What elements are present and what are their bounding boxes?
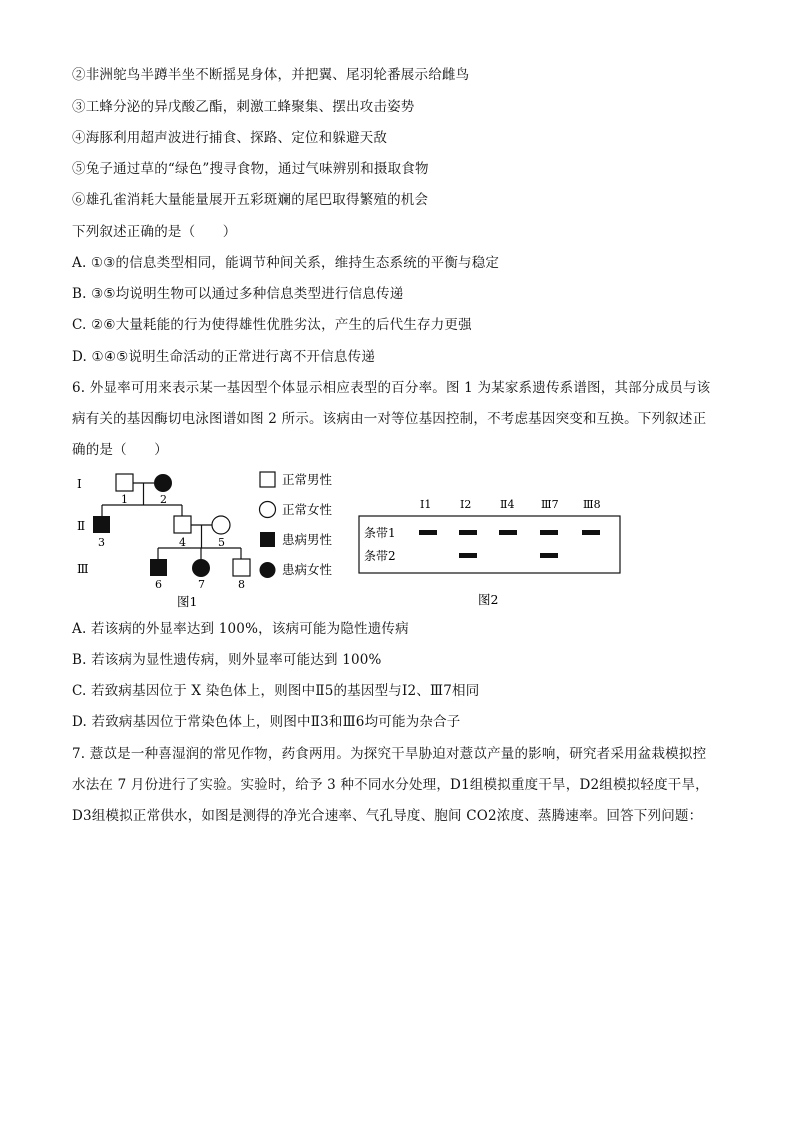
individual-I1 [116,474,133,491]
gel-figure [356,494,631,609]
num-3: 3 [98,536,105,549]
gel-lane-label-1: Ⅰ2 [460,498,472,511]
q7-line1: 7. 薏苡是一种喜湿润的常见作物，药食两用。为探究干旱胁迫对薏苡产量的影响，研究者采用盆栽模拟控 [72,746,707,762]
q6-option-d: D. 若致病基因位于常染色体上，则图中Ⅱ3和Ⅲ6均可能为杂合子 [72,714,461,730]
gel-lane-label-3: Ⅲ7 [541,498,559,511]
gel-band-row1-lane4 [582,530,600,535]
num-8: 8 [238,578,245,591]
q6-option-b: B. 若该病为显性遗传病，则外显率可能达到 100% [72,652,382,668]
q6-stem-line2: 病有关的基因酶切电泳图谱如图 2 所示。该病由一对等位基因控制，不考虑基因突变和互换。下列叙述正 [72,411,707,427]
legend-normal-female: 正常女性 [282,502,333,517]
gen-label-II: Ⅱ [77,519,86,533]
individual-III7 [192,559,210,577]
option-b: B. ③⑤均说明生物可以通过多种信息类型进行信息传递 [72,286,404,302]
gen-label-I: Ⅰ [77,477,82,491]
num-1: 1 [121,493,128,506]
q6-option-c: C. 若致病基因位于 X 染色体上，则图中Ⅱ5的基因型与Ⅰ2、Ⅲ7相同 [72,683,480,699]
num-5: 5 [218,536,225,549]
individual-III6 [150,559,167,576]
gel-lane-label-0: Ⅰ1 [420,498,432,511]
gel-lane-labels [420,498,601,511]
gel-band-row2-lane3 [540,553,558,558]
statement-4: ④海豚利用超声波进行捕食、探路、定位和躲避天敌 [72,130,388,146]
num-2: 2 [160,493,167,506]
gel-row-2: 条带2 [364,549,396,563]
num-4: 4 [179,536,186,549]
gel-band-row2-lane1 [459,553,477,558]
legend-affected-female: 患病女性 [282,562,333,577]
gel-frame [359,516,620,573]
pedigree-figure [72,468,362,613]
option-c: C. ②⑥大量耗能的行为使得雄性优胜劣汰，产生的后代生存力更强 [72,317,472,333]
individual-II4 [174,516,191,533]
legend-affected-female-icon [260,562,276,578]
gel-band-row1-lane1 [459,530,477,535]
q7-line2: 水法在 7 月份进行了实验。实验时，给予 3 种不同水分处理，D1组模拟重度干旱，D2组模拟轻度干旱， [72,777,709,793]
legend-normal-male: 正常男性 [282,472,333,487]
question-prompt: 下列叙述正确的是（ ） [72,224,237,240]
q6-stem-line1: 6. 外显率可用来表示某一基因型个体显示相应表型的百分率。图 1 为某家系遗传系谱图，其部分成员与该 [72,380,711,396]
statement-5: ⑤兔子通过草的“绿色”搜寻食物，通过气味辨别和摄取食物 [72,161,429,177]
gen-label-III: Ⅲ [77,562,89,576]
num-6: 6 [155,578,162,591]
legend-affected-male: 患病男性 [282,532,333,547]
gel-band-row1-lane2 [499,530,517,535]
legend-normal-male-icon [260,472,275,487]
option-d: D. ①④⑤说明生命活动的正常进行离不开信息传递 [72,349,376,365]
individual-I2 [154,474,172,492]
legend-affected-male-icon [260,532,275,547]
individual-II3 [93,516,110,533]
option-a: A. ①③的信息类型相同，能调节种间关系，维持生态系统的平衡与稳定 [72,255,500,271]
gel-row-1: 条带1 [364,526,396,540]
q6-stem-line3: 确的是（ ） [72,442,168,458]
fig1-caption: 图1 [177,594,198,609]
statement-3: ③工蜂分泌的异戊酸乙酯，刺激工蜂聚集、摆出攻击姿势 [72,99,415,115]
legend-normal-female-icon [260,502,276,518]
fig2-caption: 图2 [478,592,499,607]
gel-lane-label-2: Ⅱ4 [500,498,515,511]
statement-6: ⑥雄孔雀消耗大量能量展开五彩斑斓的尾巴取得繁殖的机会 [72,192,429,208]
q6-option-a: A. 若该病的外显率达到 100%，该病可能为隐性遗传病 [72,621,409,637]
statement-2: ②非洲鸵鸟半蹲半坐不断摇晃身体，并把翼、尾羽轮番展示给雌鸟 [72,67,470,83]
individual-III8 [233,559,250,576]
gel-lane-label-4: Ⅲ8 [583,498,601,511]
individual-II5 [212,516,230,534]
num-7: 7 [198,578,205,591]
gel-band-row1-lane3 [540,530,558,535]
gel-band-row1-lane0 [419,530,437,535]
q7-line3: D3组模拟正常供水，如图是测得的净光合速率、气孔导度、胞间 CO2浓度、蒸腾速率。回答下列问题： [72,808,703,824]
